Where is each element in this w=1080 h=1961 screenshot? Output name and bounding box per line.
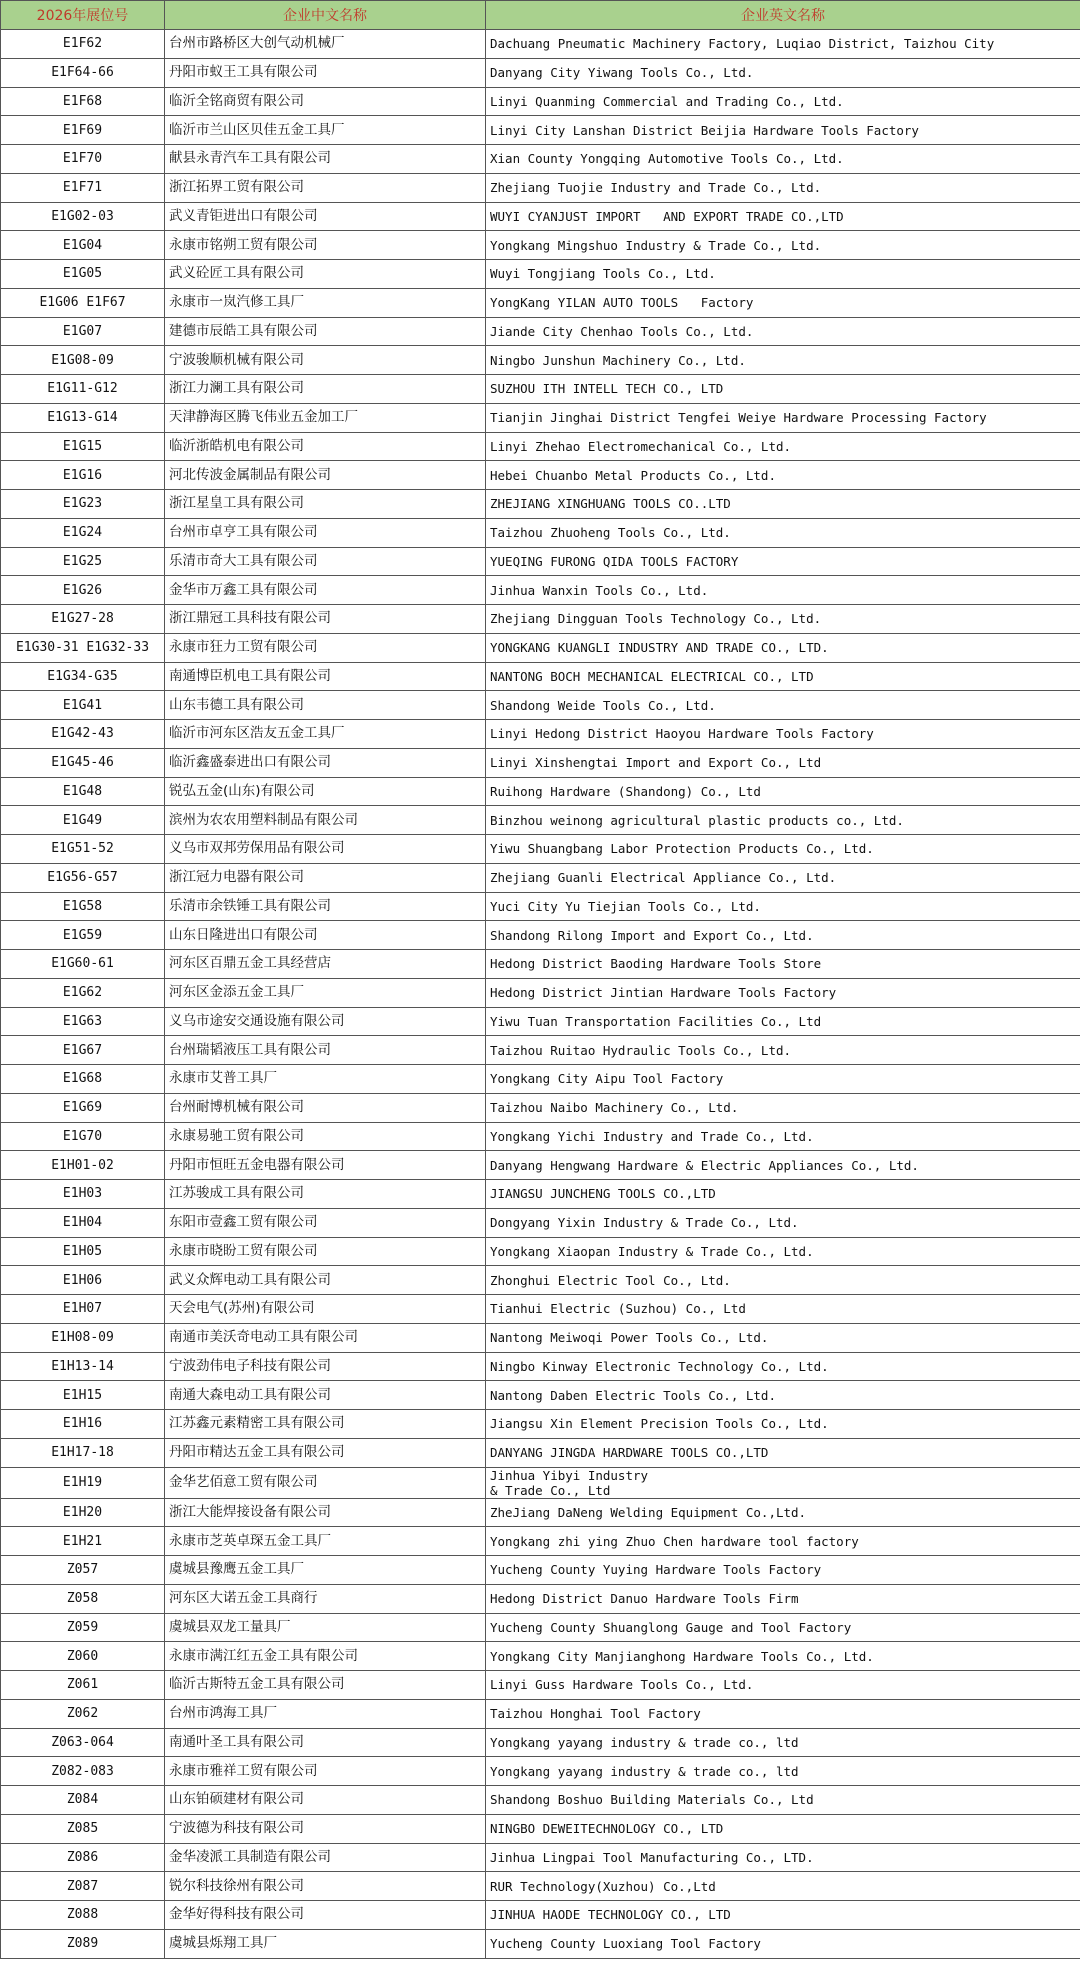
table-row [1, 777, 1080, 806]
chinese-name-cell: 锐弘五金(山东)有限公司 [165, 777, 486, 806]
english-name-cell: YongKang YILAN AUTO TOOLS Factory [486, 288, 1080, 317]
english-name-cell: Taizhou Naibo Machinery Co., Ltd. [486, 1093, 1080, 1122]
booth-number-cell: Z089 [1, 1929, 165, 1958]
table-row [1, 1929, 1080, 1958]
chinese-name-cell: 河北传波金属制品有限公司 [165, 461, 486, 490]
table-row [1, 1814, 1080, 1843]
table-row [1, 1065, 1080, 1094]
booth-number-cell: Z061 [1, 1671, 165, 1700]
table-row [1, 1584, 1080, 1613]
booth-number-cell: E1H19 [1, 1467, 165, 1498]
booth-number-cell: E1H01-02 [1, 1151, 165, 1180]
table-row [1, 605, 1080, 634]
chinese-name-cell: 永康市铭朔工贸有限公司 [165, 231, 486, 260]
english-name-cell: Yucheng County Luoxiang Tool Factory [486, 1929, 1080, 1958]
english-name-cell: YONGKANG KUANGLI INDUSTRY AND TRADE CO., LTD. [486, 633, 1080, 662]
booth-number-cell: E1G49 [1, 806, 165, 835]
english-name-cell: Hebei Chuanbo Metal Products Co., Ltd. [486, 461, 1080, 490]
chinese-name-cell: 武义砼匠工具有限公司 [165, 260, 486, 289]
chinese-name-cell: 浙江星皇工具有限公司 [165, 490, 486, 519]
table-row [1, 518, 1080, 547]
table-row [1, 1498, 1080, 1527]
table-row [1, 1671, 1080, 1700]
chinese-name-cell: 台州市路桥区大创气动机械厂 [165, 30, 486, 59]
english-name-cell: Dongyang Yixin Industry & Trade Co., Ltd. [486, 1208, 1080, 1237]
booth-number-cell: E1G15 [1, 432, 165, 461]
english-name-cell: Tianjin Jinghai District Tengfei Weiye Hardware Processing Factory [486, 403, 1080, 432]
chinese-name-cell: 天津静海区腾飞伟业五金加工厂 [165, 403, 486, 432]
english-name-cell: ZheJiang DaNeng Welding Equipment Co.,Ltd. [486, 1498, 1080, 1527]
booth-number-cell: E1G04 [1, 231, 165, 260]
table-row [1, 260, 1080, 289]
table-row [1, 346, 1080, 375]
english-name-cell: Jinhua Yibyi Industry & Trade Co., Ltd [486, 1467, 1080, 1498]
chinese-name-cell: 锐尔科技徐州有限公司 [165, 1872, 486, 1901]
table-row [1, 87, 1080, 116]
english-name-cell: Xian County Yongqing Automotive Tools Co., Ltd. [486, 145, 1080, 174]
booth-number-cell: Z084 [1, 1786, 165, 1815]
table-row [1, 863, 1080, 892]
chinese-name-cell: 临沂鑫盛泰进出口有限公司 [165, 748, 486, 777]
table-body [1, 30, 1080, 1959]
booth-number-cell: E1G69 [1, 1093, 165, 1122]
booth-number-cell: Z086 [1, 1843, 165, 1872]
table-row [1, 978, 1080, 1007]
booth-number-cell: E1G48 [1, 777, 165, 806]
english-name-cell: Linyi Hedong District Haoyou Hardware Tools Factory [486, 720, 1080, 749]
table-row [1, 1352, 1080, 1381]
booth-number-cell: Z063-064 [1, 1728, 165, 1757]
table-row [1, 633, 1080, 662]
english-name-cell: Ningbo Junshun Machinery Co., Ltd. [486, 346, 1080, 375]
table-row [1, 892, 1080, 921]
table-row [1, 145, 1080, 174]
booth-number-cell: E1H06 [1, 1266, 165, 1295]
booth-number-cell: E1G24 [1, 518, 165, 547]
table-row [1, 1266, 1080, 1295]
english-name-cell: YUEQING FURONG QIDA TOOLS FACTORY [486, 547, 1080, 576]
booth-number-cell: E1G06 E1F67 [1, 288, 165, 317]
chinese-name-cell: 南通叶圣工具有限公司 [165, 1728, 486, 1757]
english-name-cell: Yongkang City Aipu Tool Factory [486, 1065, 1080, 1094]
english-name-cell: JINHUA HAODE TECHNOLOGY CO., LTD [486, 1901, 1080, 1930]
chinese-name-cell: 永康市一岚汽修工具厂 [165, 288, 486, 317]
table-row [1, 231, 1080, 260]
booth-number-cell: E1G59 [1, 921, 165, 950]
chinese-name-cell: 南通博臣机电工具有限公司 [165, 662, 486, 691]
english-name-cell: Yongkang Xiaopan Industry & Trade Co., Ltd. [486, 1237, 1080, 1266]
english-name-cell: Hedong District Baoding Hardware Tools Store [486, 950, 1080, 979]
chinese-name-cell: 东阳市壹鑫工贸有限公司 [165, 1208, 486, 1237]
chinese-name-cell: 武义众辉电动工具有限公司 [165, 1266, 486, 1295]
table-row [1, 835, 1080, 864]
table-row [1, 1295, 1080, 1324]
table-row [1, 1527, 1080, 1556]
table-row [1, 1208, 1080, 1237]
english-name-cell: NINGBO DEWEITECHNOLOGY CO., LTD [486, 1814, 1080, 1843]
english-name-cell: Linyi Zhehao Electromechanical Co., Ltd. [486, 432, 1080, 461]
booth-number-cell: E1G02-03 [1, 202, 165, 231]
table-row [1, 748, 1080, 777]
booth-number-cell: E1G11-G12 [1, 375, 165, 404]
booth-number-cell: E1G62 [1, 978, 165, 1007]
table-row [1, 806, 1080, 835]
header-chinese-name: 企业中文名称 [165, 1, 486, 30]
chinese-name-cell: 金华市万鑫工具有限公司 [165, 576, 486, 605]
header-booth-number: 2026年展位号 [1, 1, 165, 30]
booth-number-cell: E1H04 [1, 1208, 165, 1237]
table-row [1, 432, 1080, 461]
chinese-name-cell: 乐清市余铁锤工具有限公司 [165, 892, 486, 921]
english-name-cell: DANYANG JINGDA HARDWARE TOOLS CO.,LTD [486, 1438, 1080, 1467]
booth-number-cell: E1G34-G35 [1, 662, 165, 691]
booth-number-cell: E1G70 [1, 1122, 165, 1151]
booth-number-cell: E1H17-18 [1, 1438, 165, 1467]
english-name-cell: Linyi Quanming Commercial and Trading Co., Ltd. [486, 87, 1080, 116]
chinese-name-cell: 江苏鑫元素精密工具有限公司 [165, 1410, 486, 1439]
table-row [1, 173, 1080, 202]
booth-number-cell: E1G51-52 [1, 835, 165, 864]
booth-number-cell: E1G63 [1, 1007, 165, 1036]
booth-number-cell: E1F64-66 [1, 58, 165, 87]
chinese-name-cell: 临沂全铭商贸有限公司 [165, 87, 486, 116]
chinese-name-cell: 宁波德为科技有限公司 [165, 1814, 486, 1843]
booth-number-cell: E1H05 [1, 1237, 165, 1266]
booth-number-cell: E1H13-14 [1, 1352, 165, 1381]
table-row [1, 1699, 1080, 1728]
chinese-name-cell: 临沂市河东区浩友五金工具厂 [165, 720, 486, 749]
chinese-name-cell: 虞城县烁翔工具厂 [165, 1929, 486, 1958]
booth-number-cell: Z057 [1, 1556, 165, 1585]
table-row [1, 58, 1080, 87]
booth-number-cell: E1H16 [1, 1410, 165, 1439]
chinese-name-cell: 虞城县双龙工量具厂 [165, 1613, 486, 1642]
header-row [1, 1, 1080, 30]
chinese-name-cell: 永康市狂力工贸有限公司 [165, 633, 486, 662]
chinese-name-cell: 临沂浙皓机电有限公司 [165, 432, 486, 461]
chinese-name-cell: 永康市雅祥工贸有限公司 [165, 1757, 486, 1786]
english-name-cell: Jiande City Chenhao Tools Co., Ltd. [486, 317, 1080, 346]
english-name-cell: NANTONG BOCH MECHANICAL ELECTRICAL CO., LTD [486, 662, 1080, 691]
english-name-cell: Shandong Rilong Import and Export Co., Ltd. [486, 921, 1080, 950]
booth-number-cell: Z085 [1, 1814, 165, 1843]
table-row [1, 1180, 1080, 1209]
table-row [1, 921, 1080, 950]
table-row [1, 1237, 1080, 1266]
english-name-cell: Yongkang yayang industry & trade co., ltd [486, 1757, 1080, 1786]
table-row [1, 403, 1080, 432]
english-name-cell: Yiwu Tuan Transportation Facilities Co., Ltd [486, 1007, 1080, 1036]
booth-number-cell: E1G23 [1, 490, 165, 519]
booth-number-cell: E1F70 [1, 145, 165, 174]
table-row [1, 202, 1080, 231]
english-name-cell: Taizhou Ruitao Hydraulic Tools Co., Ltd. [486, 1036, 1080, 1065]
table-row [1, 662, 1080, 691]
booth-number-cell: E1F71 [1, 173, 165, 202]
table-row [1, 1007, 1080, 1036]
booth-number-cell: E1H08-09 [1, 1323, 165, 1352]
english-name-cell: Dachuang Pneumatic Machinery Factory, Luqiao District, Taizhou City [486, 30, 1080, 59]
chinese-name-cell: 宁波劲伟电子科技有限公司 [165, 1352, 486, 1381]
chinese-name-cell: 南通大森电动工具有限公司 [165, 1381, 486, 1410]
table-row [1, 1872, 1080, 1901]
english-name-cell: JIANGSU JUNCHENG TOOLS CO.,LTD [486, 1180, 1080, 1209]
english-name-cell: Yucheng County Shuanglong Gauge and Tool Factory [486, 1613, 1080, 1642]
table-row [1, 950, 1080, 979]
english-name-cell: Shandong Weide Tools Co., Ltd. [486, 691, 1080, 720]
chinese-name-cell: 永康易驰工贸有限公司 [165, 1122, 486, 1151]
table-row [1, 1757, 1080, 1786]
booth-number-cell: E1H21 [1, 1527, 165, 1556]
table-row [1, 576, 1080, 605]
english-name-cell: Yuci City Yu Tiejian Tools Co., Ltd. [486, 892, 1080, 921]
table-row [1, 1613, 1080, 1642]
booth-number-cell: E1G58 [1, 892, 165, 921]
chinese-name-cell: 丹阳市恒旺五金电器有限公司 [165, 1151, 486, 1180]
chinese-name-cell: 永康市满江红五金工具有限公司 [165, 1642, 486, 1671]
chinese-name-cell: 献县永青汽车工具有限公司 [165, 145, 486, 174]
booth-number-cell: E1H20 [1, 1498, 165, 1527]
booth-number-cell: E1G30-31 E1G32-33 [1, 633, 165, 662]
table-row [1, 1467, 1080, 1498]
chinese-name-cell: 虞城县豫鹰五金工具厂 [165, 1556, 486, 1585]
chinese-name-cell: 金华凌派工具制造有限公司 [165, 1843, 486, 1872]
chinese-name-cell: 义乌市双邦劳保用品有限公司 [165, 835, 486, 864]
english-name-cell: Nantong Daben Electric Tools Co., Ltd. [486, 1381, 1080, 1410]
english-name-cell: Zhejiang Guanli Electrical Appliance Co., Ltd. [486, 863, 1080, 892]
chinese-name-cell: 山东日隆进出口有限公司 [165, 921, 486, 950]
table-row [1, 1323, 1080, 1352]
chinese-name-cell: 义乌市途安交通设施有限公司 [165, 1007, 486, 1036]
chinese-name-cell: 山东韦德工具有限公司 [165, 691, 486, 720]
english-name-cell: Yongkang zhi ying Zhuo Chen hardware tool factory [486, 1527, 1080, 1556]
chinese-name-cell: 天会电气(苏州)有限公司 [165, 1295, 486, 1324]
booth-number-cell: Z088 [1, 1901, 165, 1930]
booth-number-cell: E1F62 [1, 30, 165, 59]
chinese-name-cell: 宁波骏顺机械有限公司 [165, 346, 486, 375]
english-name-cell: Yucheng County Yuying Hardware Tools Factory [486, 1556, 1080, 1585]
booth-number-cell: E1G08-09 [1, 346, 165, 375]
booth-number-cell: E1G67 [1, 1036, 165, 1065]
chinese-name-cell: 建德市辰皓工具有限公司 [165, 317, 486, 346]
table-row [1, 375, 1080, 404]
chinese-name-cell: 浙江大能焊接设备有限公司 [165, 1498, 486, 1527]
english-name-cell: Zhonghui Electric Tool Co., Ltd. [486, 1266, 1080, 1295]
booth-number-cell: E1G26 [1, 576, 165, 605]
chinese-name-cell: 永康市芝英卓琛五金工具厂 [165, 1527, 486, 1556]
english-name-cell: Yongkang Yichi Industry and Trade Co., Ltd. [486, 1122, 1080, 1151]
chinese-name-cell: 乐清市奇大工具有限公司 [165, 547, 486, 576]
chinese-name-cell: 临沂市兰山区贝佳五金工具厂 [165, 116, 486, 145]
booth-number-cell: E1G13-G14 [1, 403, 165, 432]
header-english-name: 企业英文名称 [486, 1, 1080, 30]
chinese-name-cell: 台州瑞韬液压工具有限公司 [165, 1036, 486, 1065]
english-name-cell: Yongkang Mingshuo Industry & Trade Co., Ltd. [486, 231, 1080, 260]
table-row [1, 1381, 1080, 1410]
booth-number-cell: E1G05 [1, 260, 165, 289]
chinese-name-cell: 山东铂硕建材有限公司 [165, 1786, 486, 1815]
booth-number-cell: E1H15 [1, 1381, 165, 1410]
table-row [1, 720, 1080, 749]
booth-number-cell: E1G41 [1, 691, 165, 720]
english-name-cell: SUZHOU ITH INTELL TECH CO., LTD [486, 375, 1080, 404]
english-name-cell: Danyang Hengwang Hardware & Electric Appliances Co., Ltd. [486, 1151, 1080, 1180]
table-row [1, 1122, 1080, 1151]
table-row [1, 1556, 1080, 1585]
table-row [1, 1410, 1080, 1439]
booth-number-cell: E1G68 [1, 1065, 165, 1094]
chinese-name-cell: 台州市鸿海工具厂 [165, 1699, 486, 1728]
chinese-name-cell: 台州耐博机械有限公司 [165, 1093, 486, 1122]
english-name-cell: ZHEJIANG XINGHUANG TOOLS CO..LTD [486, 490, 1080, 519]
booth-number-cell: E1H07 [1, 1295, 165, 1324]
english-name-cell: Hedong District Jintian Hardware Tools Factory [486, 978, 1080, 1007]
english-name-cell: Wuyi Tongjiang Tools Co., Ltd. [486, 260, 1080, 289]
chinese-name-cell: 金华好得科技有限公司 [165, 1901, 486, 1930]
booth-number-cell: E1G42-43 [1, 720, 165, 749]
english-name-cell: Yiwu Shuangbang Labor Protection Products Co., Ltd. [486, 835, 1080, 864]
table-row [1, 116, 1080, 145]
english-name-cell: Binzhou weinong agricultural plastic products co., Ltd. [486, 806, 1080, 835]
english-name-cell: Yongkang yayang industry & trade co., ltd [486, 1728, 1080, 1757]
chinese-name-cell: 浙江拓界工贸有限公司 [165, 173, 486, 202]
english-name-cell: Nantong Meiwoqi Power Tools Co., Ltd. [486, 1323, 1080, 1352]
chinese-name-cell: 浙江鼎冠工具科技有限公司 [165, 605, 486, 634]
booth-number-cell: Z062 [1, 1699, 165, 1728]
chinese-name-cell: 河东区百鼎五金工具经营店 [165, 950, 486, 979]
table-row [1, 1093, 1080, 1122]
table-row [1, 1642, 1080, 1671]
booth-number-cell: E1G07 [1, 317, 165, 346]
chinese-name-cell: 金华艺佰意工贸有限公司 [165, 1467, 486, 1498]
table-row [1, 30, 1080, 59]
table-row [1, 1901, 1080, 1930]
chinese-name-cell: 永康市艾普工具厂 [165, 1065, 486, 1094]
booth-number-cell: Z060 [1, 1642, 165, 1671]
chinese-name-cell: 南通市美沃奇电动工具有限公司 [165, 1323, 486, 1352]
chinese-name-cell: 武义青钜进出口有限公司 [165, 202, 486, 231]
booth-number-cell: E1G60-61 [1, 950, 165, 979]
table-row [1, 1843, 1080, 1872]
booth-number-cell: E1F68 [1, 87, 165, 116]
chinese-name-cell: 丹阳市蚁王工具有限公司 [165, 58, 486, 87]
booth-number-cell: Z087 [1, 1872, 165, 1901]
booth-number-cell: E1F69 [1, 116, 165, 145]
english-name-cell: Jinhua Wanxin Tools Co., Ltd. [486, 576, 1080, 605]
chinese-name-cell: 浙江力澜工具有限公司 [165, 375, 486, 404]
english-name-cell: Jiangsu Xin Element Precision Tools Co., Ltd. [486, 1410, 1080, 1439]
booth-number-cell: E1G56-G57 [1, 863, 165, 892]
table-row [1, 1036, 1080, 1065]
chinese-name-cell: 河东区大诺五金工具商行 [165, 1584, 486, 1613]
chinese-name-cell: 河东区金添五金工具厂 [165, 978, 486, 1007]
booth-number-cell: E1G27-28 [1, 605, 165, 634]
english-name-cell: Taizhou Honghai Tool Factory [486, 1699, 1080, 1728]
table-row [1, 1438, 1080, 1467]
booth-number-cell: Z059 [1, 1613, 165, 1642]
chinese-name-cell: 永康市晓盼工贸有限公司 [165, 1237, 486, 1266]
table-row [1, 691, 1080, 720]
english-name-cell: Yongkang City Manjianghong Hardware Tools Co., Ltd. [486, 1642, 1080, 1671]
english-name-cell: Shandong Boshuo Building Materials Co., Ltd [486, 1786, 1080, 1815]
chinese-name-cell: 临沂古斯特五金工具有限公司 [165, 1671, 486, 1700]
table-row [1, 1786, 1080, 1815]
chinese-name-cell: 丹阳市精达五金工具有限公司 [165, 1438, 486, 1467]
table-row [1, 288, 1080, 317]
booth-number-cell: E1G25 [1, 547, 165, 576]
table-row [1, 1151, 1080, 1180]
english-name-cell: Hedong District Danuo Hardware Tools Firm [486, 1584, 1080, 1613]
english-name-cell: Zhejiang Dingguan Tools Technology Co., Ltd. [486, 605, 1080, 634]
english-name-cell: WUYI CYANJUST IMPORT AND EXPORT TRADE CO.,LTD [486, 202, 1080, 231]
english-name-cell: Jinhua Lingpai Tool Manufacturing Co., LTD. [486, 1843, 1080, 1872]
booth-number-cell: Z058 [1, 1584, 165, 1613]
table-row [1, 461, 1080, 490]
english-name-cell: Linyi Guss Hardware Tools Co., Ltd. [486, 1671, 1080, 1700]
booth-number-cell: E1H03 [1, 1180, 165, 1209]
chinese-name-cell: 浙江冠力电器有限公司 [165, 863, 486, 892]
booth-number-cell: E1G45-46 [1, 748, 165, 777]
english-name-cell: Taizhou Zhuoheng Tools Co., Ltd. [486, 518, 1080, 547]
booth-number-cell: E1G16 [1, 461, 165, 490]
english-name-cell: Zhejiang Tuojie Industry and Trade Co., Ltd. [486, 173, 1080, 202]
english-name-cell: RUR Technology(Xuzhou) Co.,Ltd [486, 1872, 1080, 1901]
table-row [1, 1728, 1080, 1757]
booth-number-cell: Z082-083 [1, 1757, 165, 1786]
english-name-cell: Linyi Xinshengtai Import and Export Co., Ltd [486, 748, 1080, 777]
chinese-name-cell: 台州市卓亨工具有限公司 [165, 518, 486, 547]
table-row [1, 547, 1080, 576]
chinese-name-cell: 江苏骏成工具有限公司 [165, 1180, 486, 1209]
english-name-cell: Ruihong Hardware (Shandong) Co., Ltd [486, 777, 1080, 806]
table-row [1, 490, 1080, 519]
table-row [1, 317, 1080, 346]
english-name-cell: Ningbo Kinway Electronic Technology Co., Ltd. [486, 1352, 1080, 1381]
english-name-cell: Linyi City Lanshan District Beijia Hardware Tools Factory [486, 116, 1080, 145]
chinese-name-cell: 滨州为农农用塑料制品有限公司 [165, 806, 486, 835]
english-name-cell: Tianhui Electric (Suzhou) Co., Ltd [486, 1295, 1080, 1324]
english-name-cell: Danyang City Yiwang Tools Co., Ltd. [486, 58, 1080, 87]
